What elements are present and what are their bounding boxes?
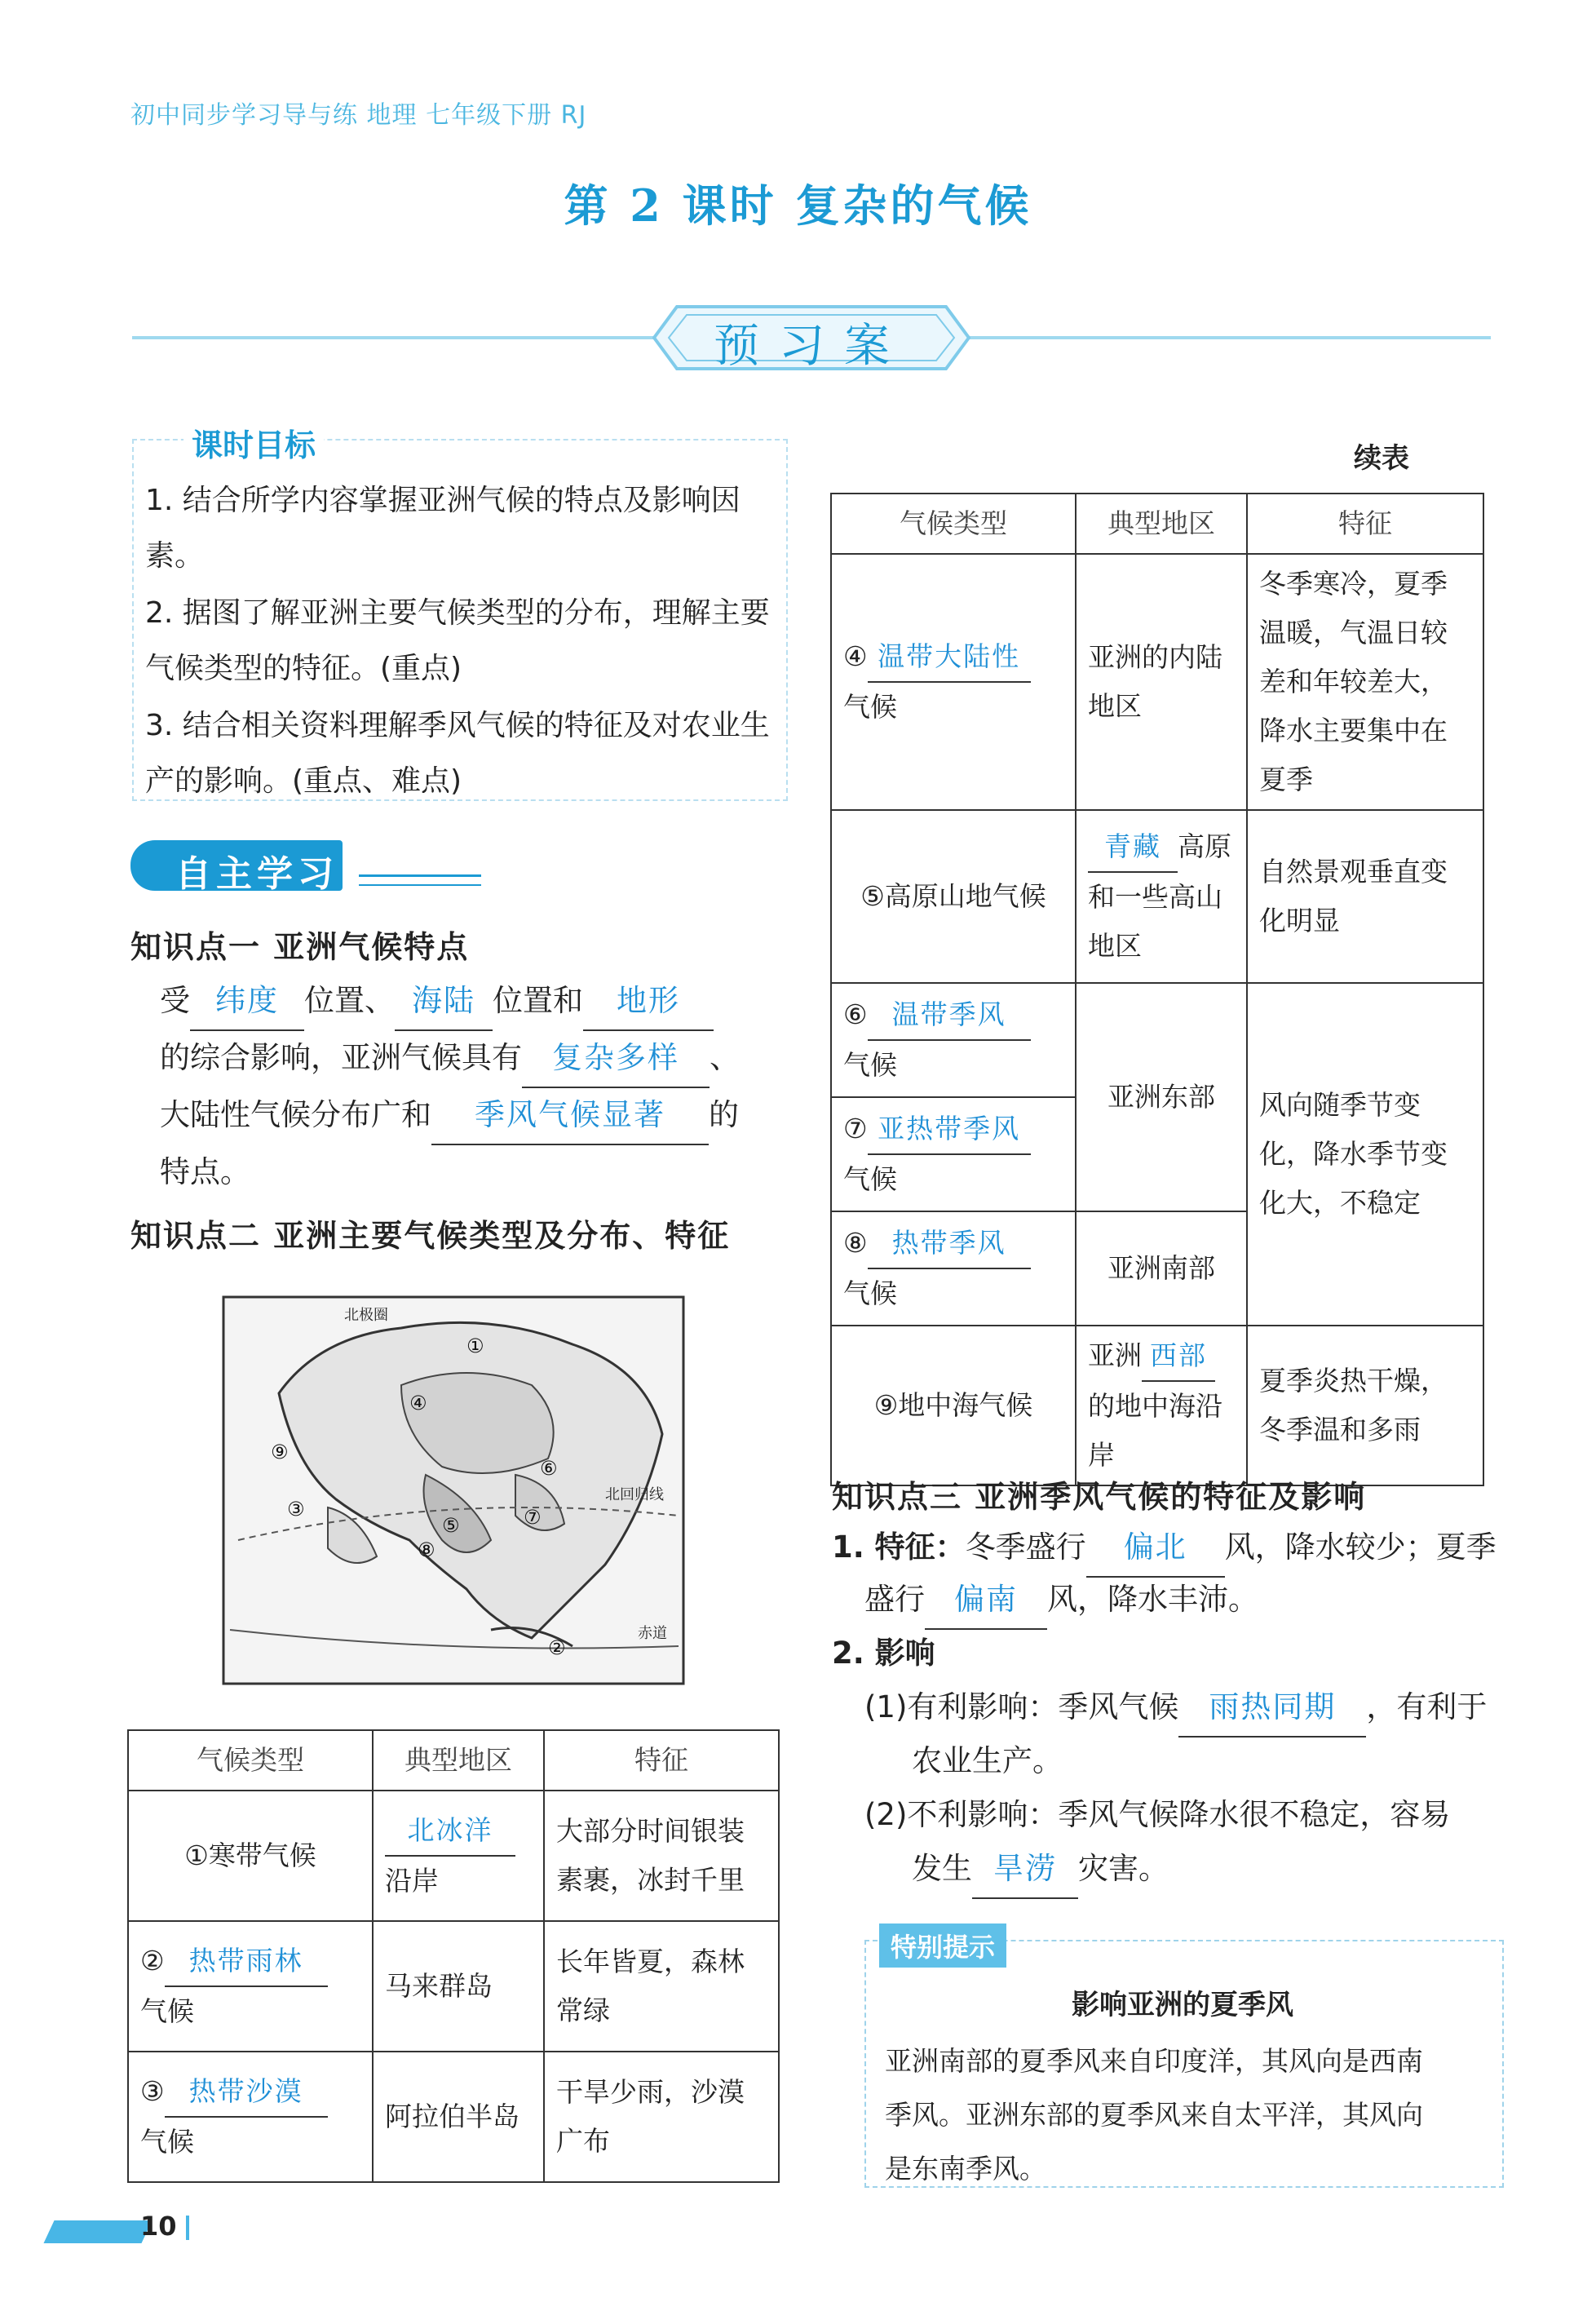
table-header: 气候类型: [128, 1730, 373, 1791]
table-header: 特征: [544, 1730, 779, 1791]
map-label-6: ⑥: [540, 1457, 558, 1480]
kp1-line3: 大陆性气候分布广和 季风气候显著 的: [160, 1087, 796, 1145]
kp3-feature-line1: 1. 特征：冬季盛行 偏北 风，降水较少；夏季: [832, 1519, 1501, 1578]
table-continued-caption: 续表: [1354, 442, 1409, 475]
climate-table-left: [127, 1729, 780, 2183]
table-row: ⑧ 热带季风 气候 亚洲南部: [831, 1211, 1483, 1326]
map-label-2: ②: [548, 1636, 566, 1659]
answer-blank: 雨热同期: [1178, 1679, 1366, 1738]
answer-blank: 热带季风: [868, 1219, 1031, 1269]
map-label-9: ⑨: [271, 1441, 289, 1463]
answer-blank: 偏南: [925, 1571, 1047, 1630]
table-row: ⑤高原山地气候 青藏 高原和一些高山地区 自然景观垂直变化明显: [831, 810, 1483, 983]
tip-text: 亚洲南部的夏季风来自印度洋，其风向是西南 季风。亚洲东部的夏季风来自太平洋，其风向 是东南季风。: [885, 2045, 1423, 2185]
page-number: 10: [140, 2211, 177, 2242]
kp2-title: 知识点二 亚洲主要气候类型及分布、特征: [130, 1218, 731, 1254]
table-header: 典型地区: [373, 1730, 544, 1791]
banner-line-left: [132, 336, 654, 339]
book-header: 初中同步学习导与练 地理 七年级下册 RJ: [130, 101, 587, 130]
answer-blank: 温带季风: [868, 990, 1031, 1041]
self-study-heading: 自主学习: [175, 853, 338, 895]
kp3-impact-2-cont: 发生 旱涝 灾害。: [912, 1840, 1499, 1899]
map-label-tropic: 北回归线: [605, 1486, 664, 1503]
table-row: ①寒带气候 北冰洋 沿岸 大部分时间银装素裹，冰封千里: [128, 1791, 779, 1921]
self-study-rule: [359, 874, 481, 877]
answer-blank: 地形: [583, 972, 714, 1031]
climate-table-right: [830, 493, 1484, 1486]
map-label-1: ①: [466, 1335, 484, 1357]
banner-title: 预习案: [714, 320, 909, 373]
map-label-arctic-circle: 北极圈: [344, 1307, 388, 1324]
table-header: 典型地区: [1076, 494, 1247, 554]
kp3-feature-line2: 盛行 偏南 风，降水丰沛。: [864, 1571, 1501, 1630]
kp1-line1: 受 纬度 位置、 海陆 位置和 地形: [160, 972, 796, 1031]
answer-blank: 青藏: [1088, 822, 1178, 873]
table-header: 特征: [1247, 494, 1483, 554]
kp1-line2: 的综合影响，亚洲气候具有 复杂多样 、: [160, 1029, 796, 1088]
table-row: ③ 热带沙漠 气候 阿拉伯半岛 干旱少雨，沙漠广布: [128, 2052, 779, 2182]
answer-blank: 偏北: [1086, 1519, 1225, 1578]
tip-title: 影响亚洲的夏季风: [1072, 1989, 1293, 2021]
answer-blank: 亚热带季风: [868, 1105, 1031, 1155]
answer-blank: 北冰洋: [385, 1806, 515, 1857]
map-label-4: ④: [409, 1392, 427, 1414]
page-number-bar: [43, 2220, 152, 2243]
table-header: 气候类型: [831, 494, 1076, 554]
table-row: ⑥ 温带季风 气候 亚洲东部 风向随季节变化，降水季节变化大，不稳定: [831, 983, 1483, 1097]
goals-heading: 课时目标: [183, 420, 324, 465]
map-label-7: ⑦: [524, 1506, 542, 1529]
self-study-rule: [359, 884, 481, 886]
map-label-equator: 赤道: [638, 1625, 667, 1642]
answer-blank: 西部: [1142, 1331, 1215, 1382]
answer-blank: 季风气候显著: [431, 1087, 709, 1145]
kp1-title: 知识点一 亚洲气候特点: [130, 929, 470, 965]
kp1-line4: 特点。: [160, 1154, 250, 1189]
lesson-title: 第 2 课时 复杂的气候: [564, 179, 1032, 232]
asia-climate-map: [222, 1295, 685, 1685]
table-row: ⑨地中海气候 亚洲 西部的地中海沿岸 夏季炎热干燥，冬季温和多雨: [831, 1326, 1483, 1485]
map-label-3: ③: [287, 1498, 305, 1521]
goal-item: 1. 结合所学内容掌握亚洲气候的特点及影响因素。: [145, 484, 741, 573]
banner-line-right: [969, 336, 1491, 339]
table-row: ④ 温带大陆性 气候 亚洲的内陆地区 冬季寒冷，夏季温暖，气温日较差和年较差大，降水主要集中在夏季: [831, 554, 1483, 810]
map-label-8: ⑧: [418, 1538, 435, 1561]
goal-item: 2. 据图了解亚洲主要气候类型的分布，理解主要气候类型的特征。(重点): [145, 596, 770, 685]
kp3-impact-1-cont: 农业生产。: [912, 1743, 1063, 1778]
answer-blank: 热带沙漠: [165, 2067, 328, 2118]
kp3-impact-2: (2)不利影响：季风气候降水很不稳定，容易: [864, 1797, 1451, 1832]
map-label-5: ⑤: [442, 1514, 460, 1537]
answer-blank: 纬度: [190, 972, 304, 1031]
answer-blank: 温带大陆性: [868, 632, 1031, 683]
answer-blank: 复杂多样: [522, 1029, 710, 1088]
kp3-impact-1: (1)有利影响：季风气候 雨热同期 ，有利于: [864, 1679, 1517, 1738]
tip-tag: 特别提示: [879, 1923, 1006, 1968]
answer-blank: 海陆: [395, 972, 493, 1031]
page-number-mark: [186, 2216, 189, 2240]
answer-blank: 热带雨林: [165, 1937, 328, 1987]
table-row: ⑦ 亚热带季风 气候: [831, 1097, 1483, 1211]
goal-item: 3. 结合相关资料理解季风气候的特征及对农业生产的影响。(重点、难点): [145, 709, 770, 798]
kp3-title: 知识点三 亚洲季风气候的特征及影响: [832, 1479, 1367, 1515]
kp3-impact-label: 2. 影响: [832, 1636, 935, 1671]
table-row: ② 热带雨林 气候 马来群岛 长年皆夏，森林常绿: [128, 1921, 779, 2052]
answer-blank: 旱涝: [972, 1840, 1078, 1899]
